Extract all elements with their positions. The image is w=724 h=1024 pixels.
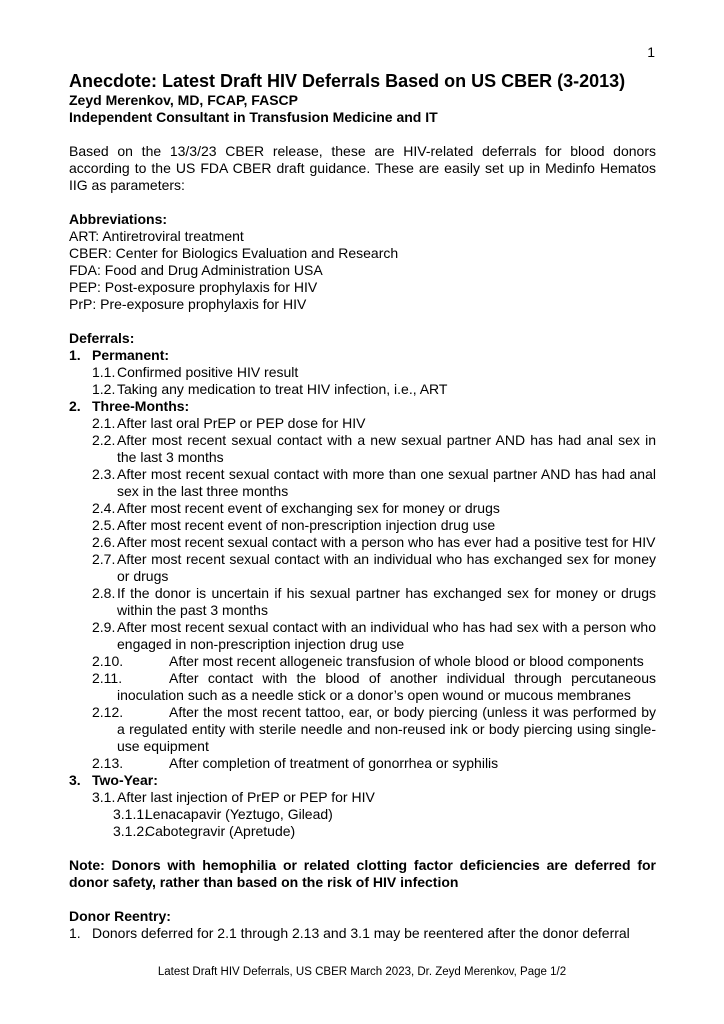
list-number: 2.13. [92, 755, 124, 771]
author-name: Zeyd Merenkov, MD, FCAP, FASCP [69, 92, 298, 108]
deferral-text: After last oral PrEP or PEP dose for HIV [117, 415, 366, 431]
deferral-text: After most recent sexual contact with an individual who has exchanged sex for money or drugs [117, 551, 656, 584]
abbreviation-item: FDA: Food and Drug Administration USA [69, 262, 323, 278]
deferral-item [69, 670, 656, 704]
deferral-item [69, 500, 656, 517]
deferral-item [69, 619, 656, 653]
deferrals-section [69, 330, 656, 840]
abbreviation-item: PEP: Post-exposure prophylaxis for HIV [69, 279, 318, 295]
deferral-item [69, 534, 656, 551]
deferral-text: After most recent sexual contact with more than one sexual partner AND has had anal sex in the last three months [117, 466, 656, 499]
deferral-subitem [69, 806, 656, 823]
list-number: 2.12. [92, 704, 124, 720]
document-title: Anecdote: Latest Draft HIV Deferrals Based on US CBER (3-2013) [69, 71, 626, 91]
abbreviations-heading: Abbreviations: [69, 211, 168, 227]
reentry-item [69, 925, 656, 942]
deferral-text: After the most recent tattoo, ear, or body piercing (unless it was performed by a regulated entity with sterile needle and non-reused ink or body piercing using single-use equipment [117, 704, 656, 754]
deferral-text: Lenacapavir (Yeztugo, Gilead) [145, 806, 333, 822]
page-footer: Latest Draft HIV Deferrals, US CBER March 2023, Dr. Zeyd Merenkov, Page 1/2 [157, 966, 567, 978]
abbreviation-item: PrP: Pre-exposure prophylaxis for HIV [69, 296, 307, 312]
deferral-category-three-months [69, 398, 656, 415]
deferral-text: After most recent sexual contact with a person who has ever had a positive test for HIV [117, 534, 656, 550]
deferral-text: After completion of treatment of gonorrhea or syphilis [169, 755, 499, 771]
abbreviation-item: CBER: Center for Biologics Evaluation and Research [69, 245, 399, 261]
deferral-item [69, 364, 656, 381]
abbreviation-item: ART: Antiretroviral treatment [69, 228, 244, 244]
deferral-item [69, 517, 656, 534]
list-number: 2.5. [92, 517, 116, 533]
hemophilia-note: Note: Donors with hemophilia or related clotting factor deficiencies are deferred for donor safety, rather than based on the risk of HIV infection [69, 857, 656, 890]
list-number: 2.3. [92, 466, 116, 482]
deferral-category-permanent [69, 347, 656, 364]
abbreviations-section [69, 211, 656, 313]
list-number: 2.11. [92, 670, 123, 686]
deferral-item [69, 432, 656, 466]
intro-paragraph: Based on the 13/3/23 CBER release, these are HIV-related deferrals for blood donors according to the US FDA CBER draft guidance. These are easily set up in Medinfo Hematos IIG as parameters: [69, 143, 656, 193]
list-number: 3.1.1. [113, 806, 149, 822]
list-number: 2.4. [92, 500, 116, 516]
list-number: 2. [69, 398, 81, 414]
deferral-item [69, 381, 656, 398]
deferral-text: If the donor is uncertain if his sexual partner has exchanged sex for money or drugs within the past 3 months [117, 585, 656, 618]
deferral-item [69, 585, 656, 619]
deferral-text: After most recent allogeneic transfusion of whole blood or blood components [169, 653, 644, 669]
list-number: 2.7. [92, 551, 116, 567]
deferral-text: After most recent event of non-prescription injection drug use [117, 517, 496, 533]
list-number: 2.1. [92, 415, 116, 431]
list-number: 3.1. [92, 789, 116, 805]
deferral-text: After last injection of PrEP or PEP for HIV [117, 789, 375, 805]
list-number: 2.2. [92, 432, 116, 448]
deferral-category-two-year [69, 772, 656, 789]
reentry-text: Donors deferred for 2.1 through 2.13 and 3.1 may be reentered after the donor deferral [92, 925, 630, 941]
deferral-text: Taking any medication to treat HIV infection, i.e., ART [117, 381, 448, 397]
list-number: 3. [69, 772, 81, 788]
document-body [69, 70, 656, 942]
deferral-text: After most recent sexual contact with an individual who has had sex with a person who engaged in non-prescription injection drug use [117, 619, 656, 652]
deferral-text: After most recent event of exchanging sex for money or drugs [117, 500, 500, 516]
list-number: 3.1.2. [113, 823, 149, 839]
author-affiliation: Independent Consultant in Transfusion Medicine and IT [69, 109, 438, 125]
deferral-item [69, 789, 656, 806]
donor-reentry-section [69, 908, 656, 942]
donor-reentry-heading: Donor Reentry: [69, 908, 171, 924]
deferral-item [69, 755, 656, 772]
page-number: 1 [647, 44, 655, 60]
deferral-item [69, 653, 656, 670]
list-number: 1. [69, 925, 81, 941]
deferral-text: Confirmed positive HIV result [117, 364, 299, 380]
category-label: Permanent: [92, 347, 170, 363]
deferral-text: After contact with the blood of another individual through percutaneous inoculation such as a needle stick or a donor’s open wound or mucous membranes [117, 670, 656, 703]
deferral-text: After most recent sexual contact with a new sexual partner AND has had anal sex in the last 3 months [117, 432, 656, 465]
list-number: 2.9. [92, 619, 116, 635]
deferral-item [69, 466, 656, 500]
deferral-text: Cabotegravir (Apretude) [145, 823, 296, 839]
deferral-subitem [69, 823, 656, 840]
deferral-item [69, 551, 656, 585]
list-number: 2.10. [92, 653, 124, 669]
deferral-item [69, 415, 656, 432]
list-number: 1.2. [92, 381, 116, 397]
list-number: 1. [69, 347, 81, 363]
category-label: Three-Months: [92, 398, 190, 414]
deferrals-heading: Deferrals: [69, 330, 135, 346]
category-label: Two-Year: [92, 772, 158, 788]
list-number: 1.1. [92, 364, 116, 380]
list-number: 2.6. [92, 534, 116, 550]
list-number: 2.8. [92, 585, 116, 601]
deferral-item [69, 704, 656, 755]
